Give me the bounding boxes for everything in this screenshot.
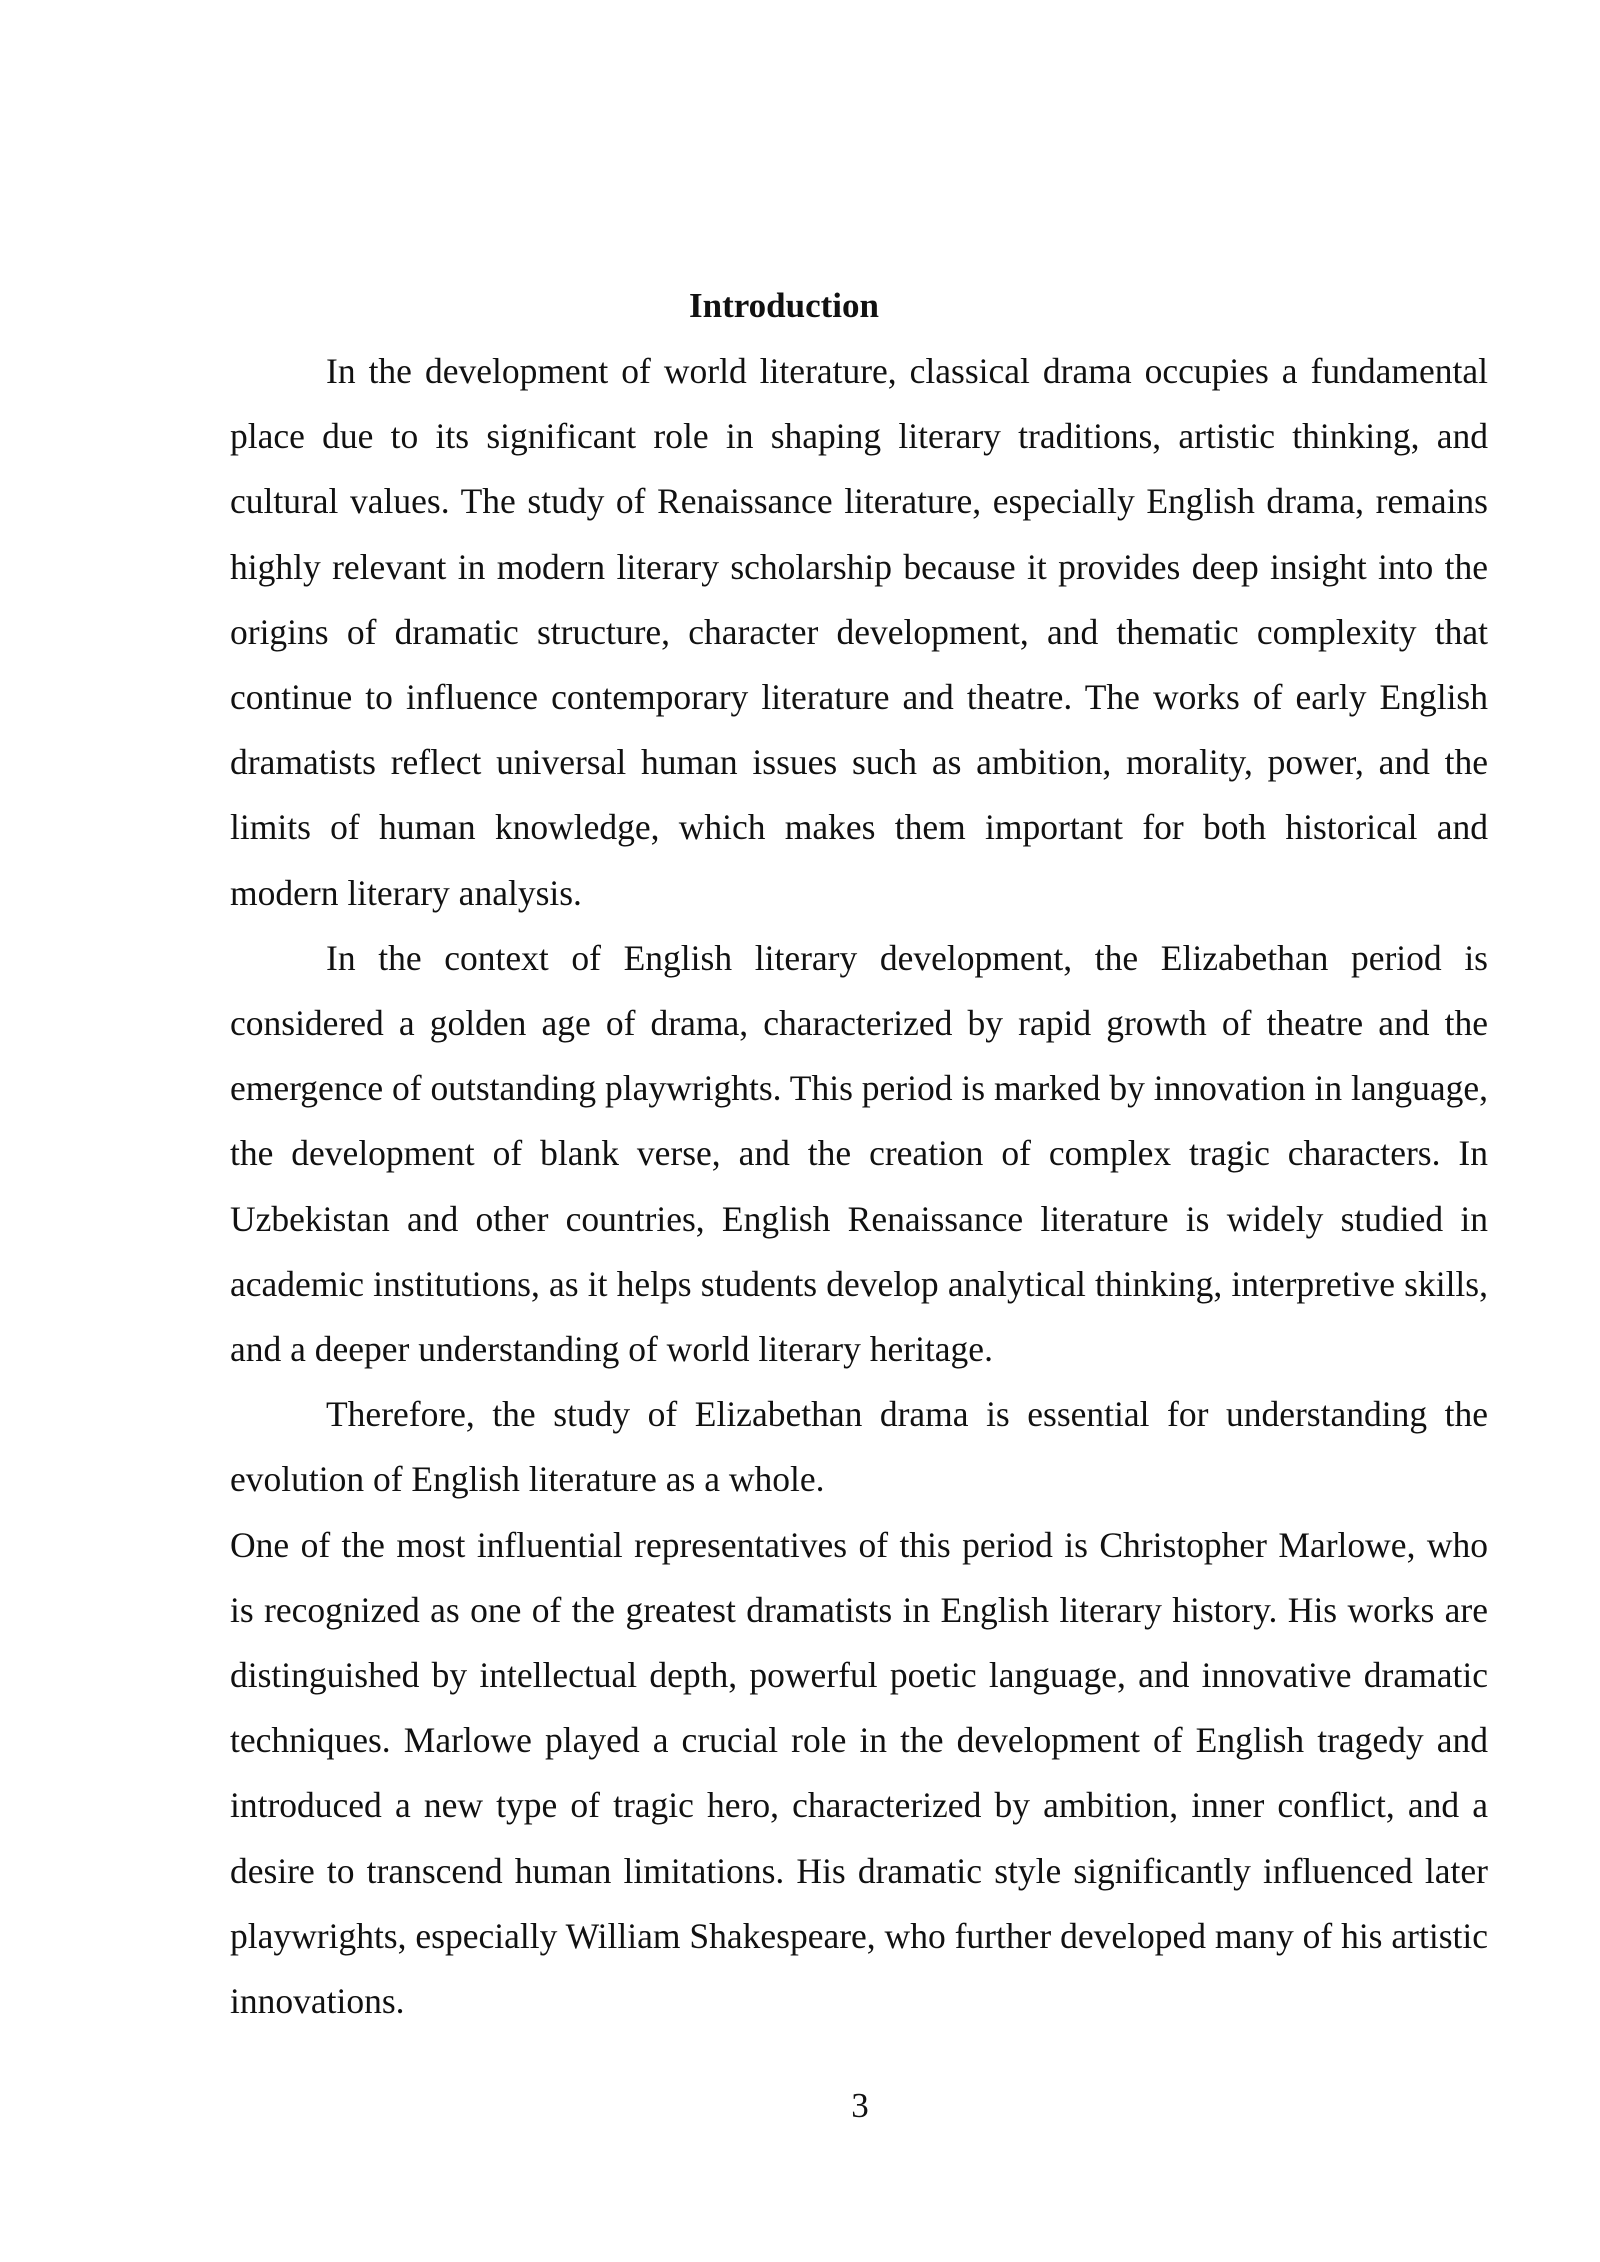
- page-title: Introduction: [689, 286, 879, 325]
- paragraph-4: One of the most influential representatives of this period is Christopher Marlowe, who is recognized as one of the greatest dramatists in English literary history. His works are distinguished by intellectual depth, powerful poetic language, and innovative dramatic techniques. Marlowe played a crucial role in the development of English tragedy and introduced a new type of tragic hero, characterized by ambition, inner conflict, and a desire to transcend human limitations. His dramatic style significantly influenced later playwrights, especially William Shakespeare, who further developed many of his artistic innovations.: [230, 1524, 1488, 2022]
- body-text: [230, 339, 1488, 2034]
- page-number: 3: [851, 2086, 869, 2125]
- paragraph-1: In the development of world literature, classical drama occupies a fundamental place due to its significant role in shaping literary traditions, artistic thinking, and cultural values. The study of Renaissance literature, especially English drama, remains highly relevant in modern literary scholarship because it provides deep insight into the origins of dramatic structure, character development, and thematic complexity that continue to influence contemporary literature and theatre. The works of early English dramatists reflect universal human issues such as ambition, morality, power, and the limits of human knowledge, which makes them important for both historical and modern literary analysis.: [230, 351, 1488, 913]
- paragraph-3: Therefore, the study of Elizabethan drama is essential for understanding the evolution of English literature as a whole.: [230, 1394, 1488, 1500]
- paragraph-2: In the context of English literary development, the Elizabethan period is considered a golden age of drama, characterized by rapid growth of theatre and the emergence of outstanding playwrights. This period is marked by innovation in language, the development of blank verse, and the creation of complex tragic characters. In Uzbekistan and other countries, English Renaissance literature is widely studied in academic institutions, as it helps students develop analytical thinking, interpretive skills, and a deeper understanding of world literary heritage.: [230, 937, 1488, 1370]
